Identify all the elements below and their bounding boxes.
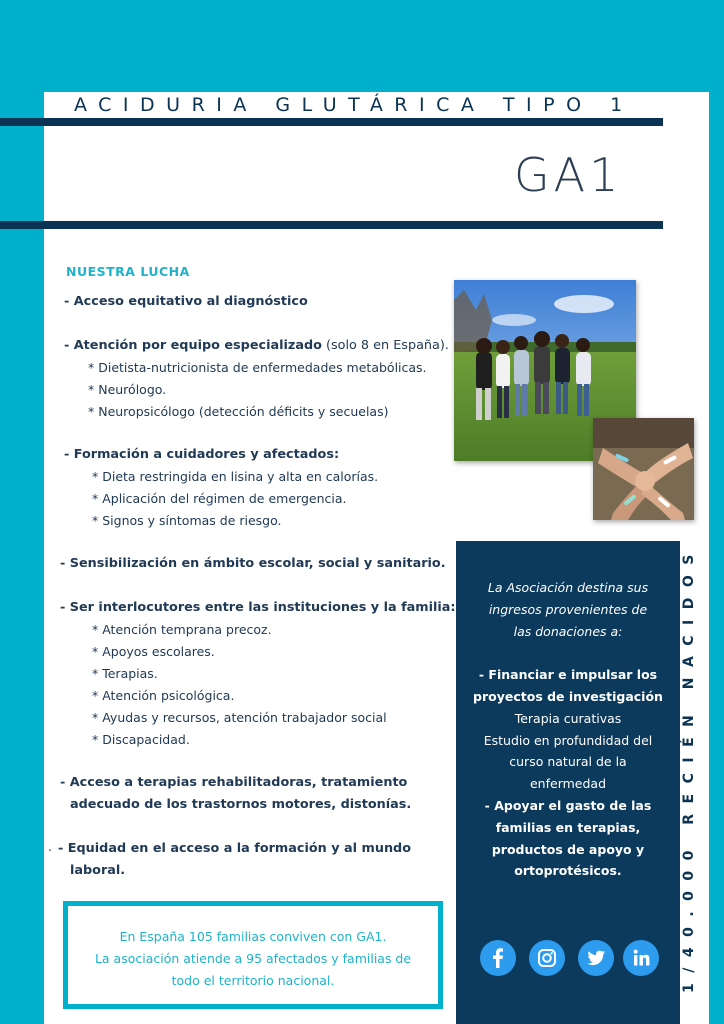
panel-line: productos de apoyo y <box>491 841 645 857</box>
lucha-subitem: * Atención psicológica. <box>92 688 235 703</box>
panel-line: - Apoyar el gasto de las <box>484 797 652 813</box>
hands-bracelets-photo <box>593 418 694 520</box>
lucha-subitem: * Apoyos escolares. <box>92 644 215 659</box>
info-line: La asociación atiende a 95 afectados y familias de <box>94 951 412 966</box>
top-color-band <box>0 0 724 92</box>
instagram-icon[interactable] <box>529 940 565 976</box>
panel-line: proyectos de investigación <box>473 688 663 704</box>
lucha-subitem: * Ayudas y recursos, atención trabajador social <box>92 710 387 725</box>
lucha-item-formacion: - Formación a cuidadores y afectados: <box>64 447 340 462</box>
lucha-item-equipo-rest: (solo 8 en España). <box>321 338 449 353</box>
stray-dot: . <box>48 840 52 854</box>
acronym-heading: GA1 <box>514 148 623 202</box>
panel-spacer <box>456 642 680 664</box>
left-color-band <box>0 0 44 1024</box>
lucha-subitem: * Signos y síntomas de riesgo. <box>92 513 282 528</box>
lucha-subitem: * Neuropsicólogo (detección déficits y secuelas) <box>88 404 389 419</box>
lucha-item-equidad: - Equidad en el acceso a la formación y al mundo <box>58 841 412 856</box>
right-color-strip <box>709 92 724 1024</box>
panel-intro-line: La Asociación destina sus <box>487 580 649 595</box>
panel-line: ortoprotésicos. <box>514 863 622 879</box>
incidence-vertical-text: 1/40.000 RECIÉN NACIDOS <box>681 544 697 993</box>
lucha-subitem: * Neurólogo. <box>88 382 167 397</box>
lucha-item-equidad-cont: laboral. <box>70 863 126 878</box>
panel-intro-line: las donaciones a: <box>513 623 623 639</box>
panel-intro-line: ingresos provenientes de <box>488 601 648 617</box>
lucha-subitem: * Aplicación del régimen de emergencia. <box>92 491 347 506</box>
lucha-item-terapias: - Acceso a terapias rehabilitadoras, tratamiento <box>60 775 408 790</box>
title-underline-rule <box>0 118 663 126</box>
lucha-item-diagnostico: - Acceso equitativo al diagnóstico <box>64 294 308 309</box>
linkedin-icon[interactable] <box>623 940 659 976</box>
lucha-item-terapias-cont: adecuado de los trastornos motores, distonías. <box>70 797 412 812</box>
facebook-icon[interactable] <box>480 940 516 976</box>
lucha-subitem: * Dieta restringida en lisina y alta en calorías. <box>92 469 379 484</box>
lucha-item-equipo <box>64 338 449 353</box>
page-title: ACIDURIA GLUTÁRICA TIPO 1 <box>74 94 634 116</box>
info-line: En España 105 familias conviven con GA1. <box>119 929 387 944</box>
info-line: todo el territorio nacional. <box>171 973 335 988</box>
panel-line: Estudio en profundidad del <box>483 732 653 748</box>
header-bottom-rule <box>0 221 663 229</box>
panel-line: familias en terapias, <box>495 819 641 835</box>
lucha-subitem: * Atención temprana precoz. <box>92 622 272 637</box>
panel-line: - Financiar e impulsar los <box>478 667 658 683</box>
panel-line: enfermedad <box>529 776 607 792</box>
lucha-subitem: * Dietista-nutricionista de enfermedades metabólicas. <box>88 360 427 375</box>
info-box <box>63 901 443 1009</box>
panel-line: curso natural de la <box>509 754 627 770</box>
donations-panel-text <box>456 577 680 882</box>
panel-line: Terapia curativas <box>514 710 622 726</box>
twitter-icon[interactable] <box>578 940 614 976</box>
lucha-subitem: * Terapias. <box>92 666 158 681</box>
section-title-nuestra-lucha: NUESTRA LUCHA <box>66 264 190 279</box>
lucha-item-interlocutores: - Ser interlocutores entre las instituciones y la familia: <box>60 600 456 615</box>
lucha-item-equipo-bold: - Atención por equipo especializado <box>64 338 322 353</box>
lucha-subitem: * Discapacidad. <box>92 732 190 747</box>
lucha-item-sensibilizacion: - Sensibilización en ámbito escolar, social y sanitario. <box>60 556 446 571</box>
